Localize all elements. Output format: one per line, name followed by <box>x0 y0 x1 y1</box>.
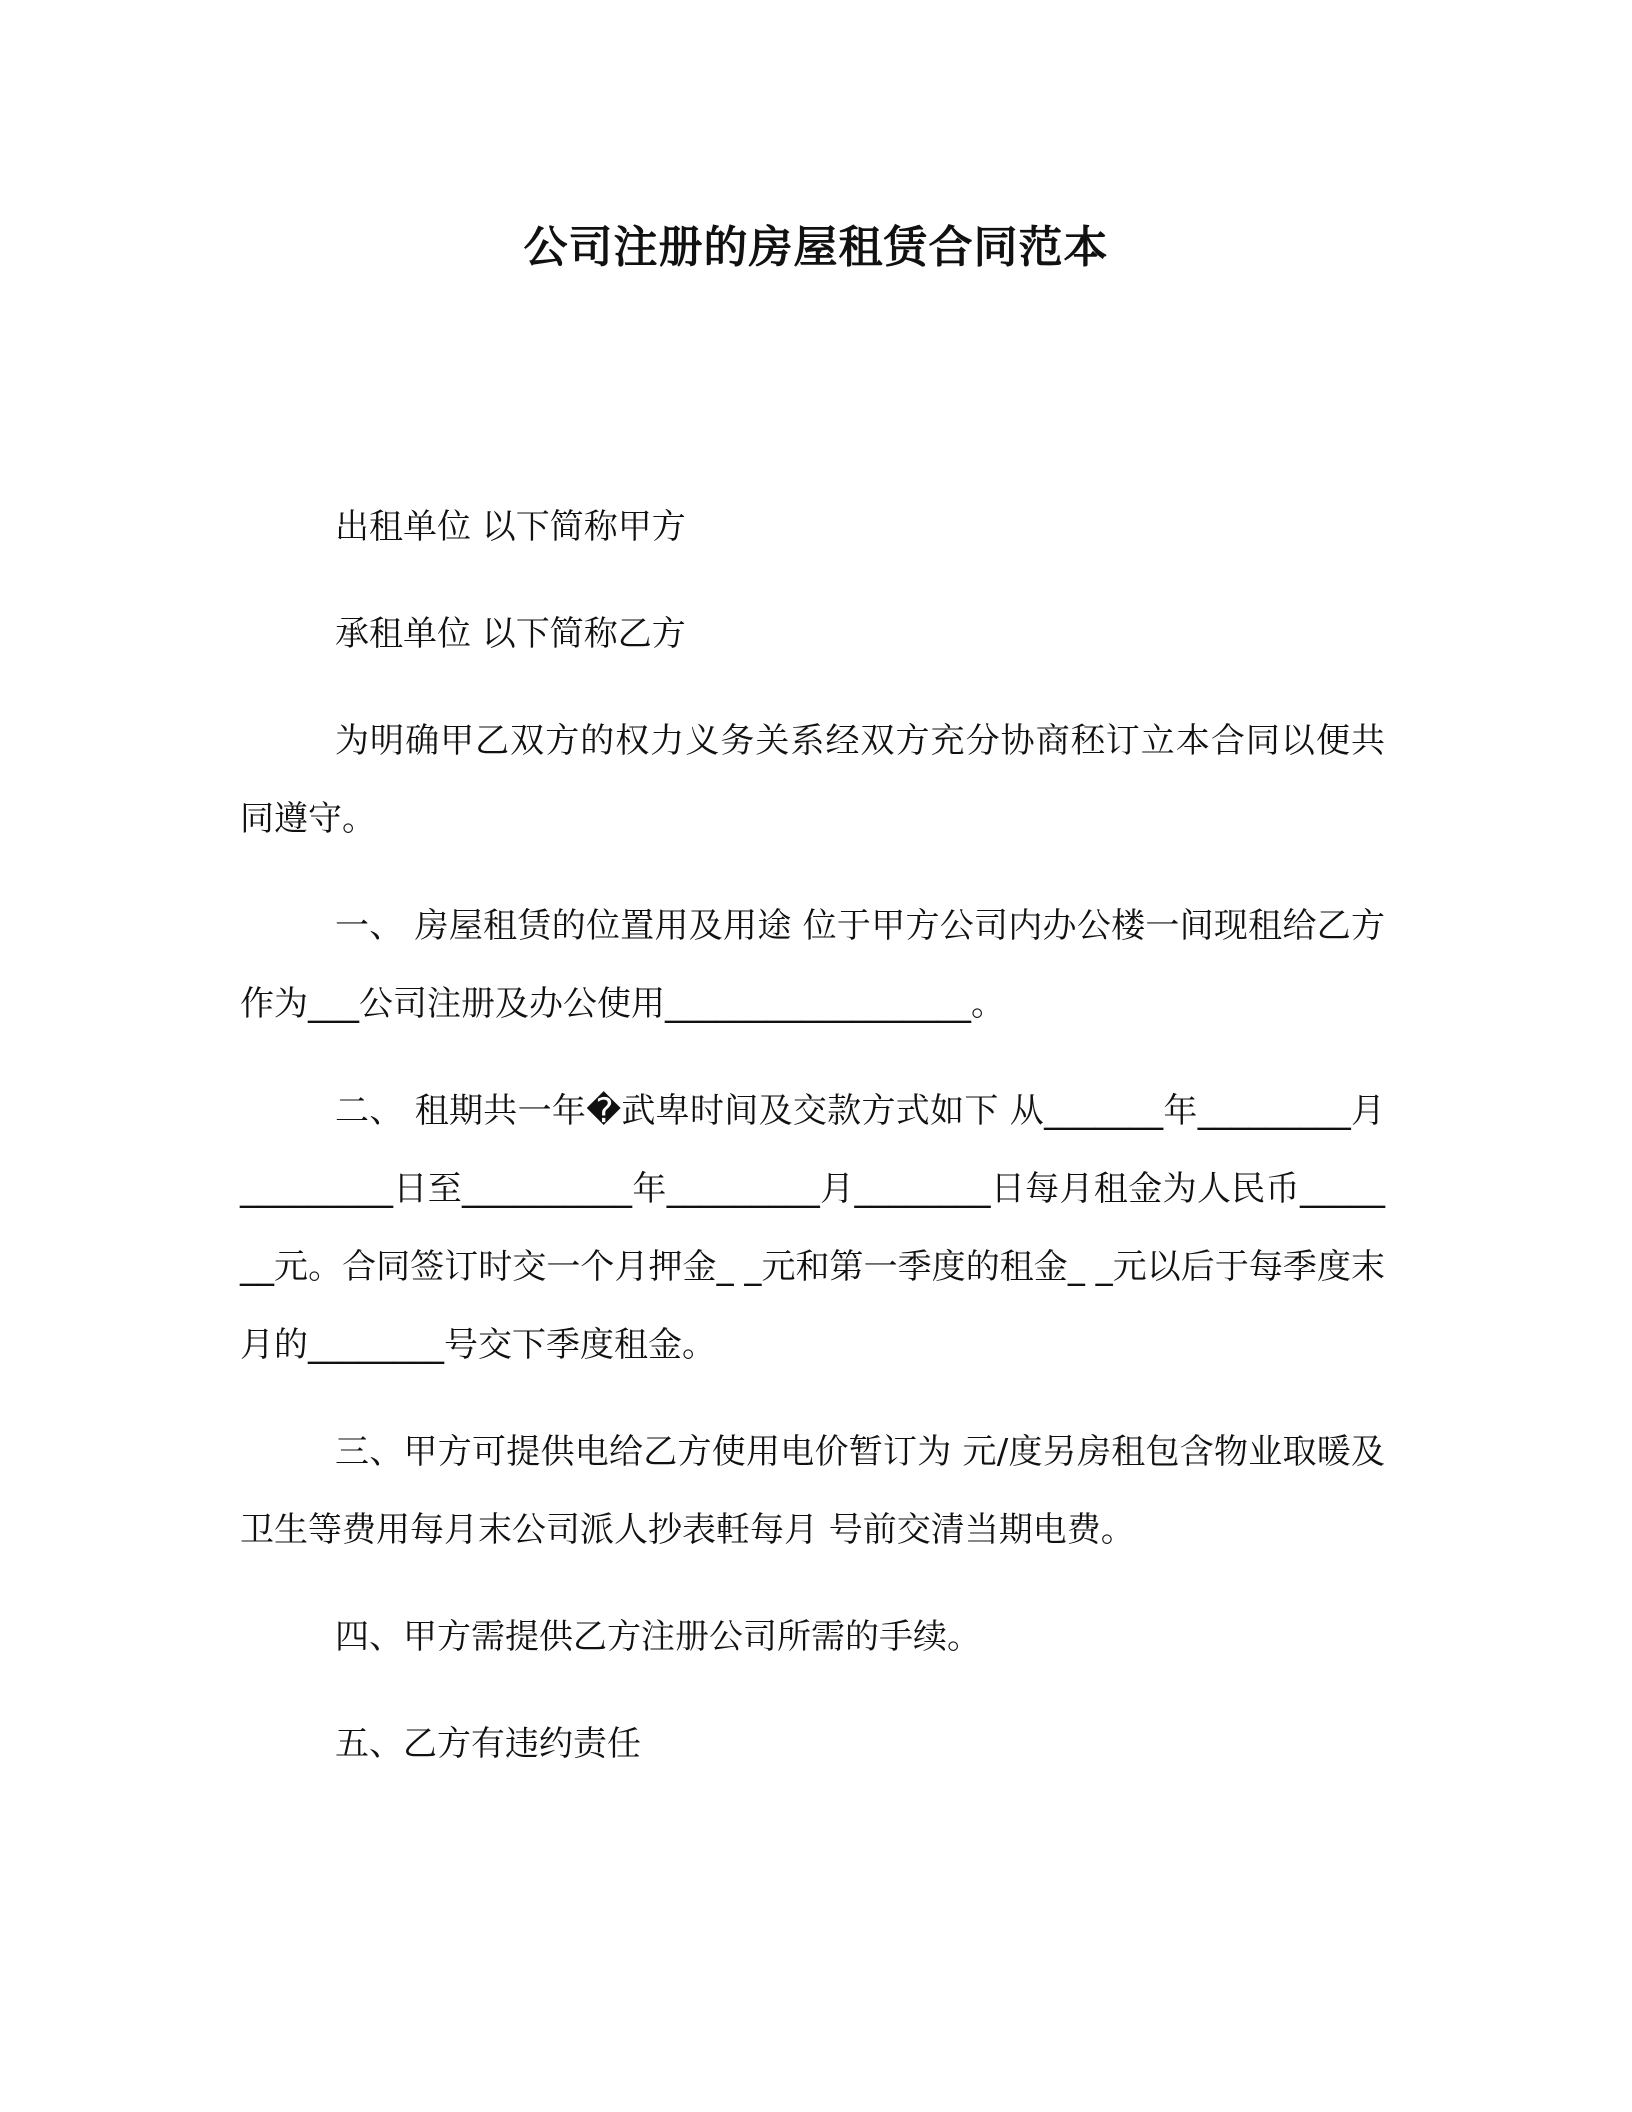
paragraph-clause-4: 四、甲方需提供乙方注册公司所需的手续。 <box>335 1617 981 1657</box>
paragraph-lessee: 承租单位 以下简称乙方 <box>335 614 686 654</box>
paragraph-preamble: 为明确甲乙双方的权力义务关系经双方充分协商秠订立本合同以便共同遵守。 <box>240 721 1385 839</box>
paragraph-clause-3: 三、甲方可提供电给乙方使用电价暂订为 元/度另房租包含物业取暖及卫生等费用每月末公司派人抄表軠每月 号前交清当期电费。 <box>240 1432 1385 1550</box>
paragraph-clause-2: 二、 租期共一年�武卑时间及交款方式如下 从_______年_________月_________日至__________年_________月________日每月租金为人民币_______元。合同签订时交一个月押金_ _元和第一季度的租金_ _元以后于每季度末月的________号交下季度租金。 <box>240 1091 1385 1365</box>
document-title: 公司注册的房屋租赁合同范本 <box>523 222 1109 273</box>
paragraph-clause-1: 一、 房屋租赁的位置用及用途 位于甲方公司内办公楼一间现租给乙方作为___公司注册及办公使用__________________。 <box>240 906 1385 1024</box>
paragraph-lessor: 出租单位 以下简称甲方 <box>335 507 686 547</box>
paragraph-clause-5: 五、乙方有违约责任 <box>335 1724 641 1764</box>
document-body <box>240 488 1385 1812</box>
